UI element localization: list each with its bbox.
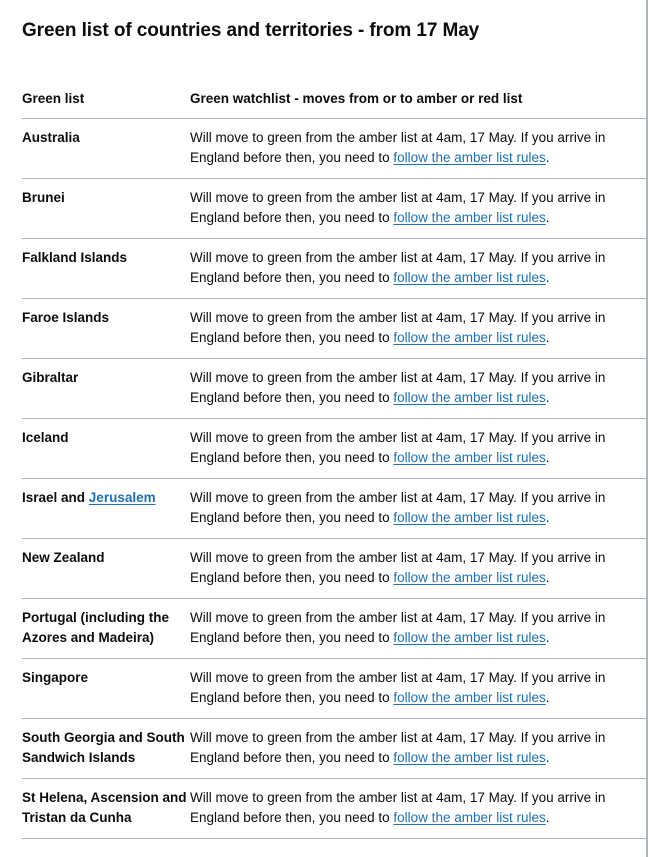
country-cell <box>22 128 190 178</box>
table-row <box>22 659 646 719</box>
country-cell <box>22 428 190 478</box>
table-header <box>22 79 646 119</box>
watchlist-note-cell <box>190 248 646 298</box>
note-text: Will move to green from the amber list at 4am, 17 May. If you arrive in England before then, you need to <box>190 730 606 765</box>
country-name: St Helena, Ascension and Tristan da Cunha <box>22 790 187 825</box>
note-text: Will move to green from the amber list at 4am, 17 May. If you arrive in England before then, you need to <box>190 610 606 645</box>
table-row <box>22 359 646 419</box>
watchlist-note-cell <box>190 548 646 598</box>
amber-rules-link[interactable]: follow the amber list rules <box>393 570 546 585</box>
note-end: . <box>545 390 550 405</box>
watchlist-note-cell <box>190 488 646 538</box>
country-cell <box>22 548 190 598</box>
country-cell <box>22 608 190 658</box>
note-text: Will move to green from the amber list at 4am, 17 May. If you arrive in England before then, you need to <box>190 130 606 165</box>
page-title: Green list of countries and territories - from 17 May <box>22 20 480 41</box>
country-name: Singapore <box>22 670 89 685</box>
table-row <box>22 239 646 299</box>
note-text: Will move to green from the amber list at 4am, 17 May. If you arrive in England before then, you need to <box>190 190 606 225</box>
watchlist-note-cell <box>190 368 646 418</box>
header-green-list: Green list <box>22 91 85 106</box>
watchlist-note-cell <box>190 668 646 718</box>
note-end: . <box>545 570 550 585</box>
table-row <box>22 479 646 539</box>
note-text: Will move to green from the amber list at 4am, 17 May. If you arrive in England before then, you need to <box>190 490 606 525</box>
note-end: . <box>545 510 550 525</box>
watchlist-note-cell <box>190 188 646 238</box>
table-row <box>22 119 646 179</box>
note-end: . <box>545 690 550 705</box>
amber-rules-link[interactable]: follow the amber list rules <box>393 450 546 465</box>
note-end: . <box>545 150 550 165</box>
table-row <box>22 599 646 659</box>
note-end: . <box>545 330 550 345</box>
country-cell <box>22 668 190 718</box>
note-text: Will move to green from the amber list at 4am, 17 May. If you arrive in England before then, you need to <box>190 790 606 825</box>
amber-rules-link[interactable]: follow the amber list rules <box>393 210 546 225</box>
amber-rules-link[interactable]: follow the amber list rules <box>393 150 546 165</box>
table-row <box>22 299 646 359</box>
country-cell <box>22 488 190 538</box>
country-name: Falkland Islands <box>22 250 128 265</box>
note-end: . <box>545 810 550 825</box>
note-end: . <box>545 210 550 225</box>
note-end: . <box>545 450 550 465</box>
amber-rules-link[interactable]: follow the amber list rules <box>393 630 546 645</box>
country-name: South Georgia and South Sandwich Islands <box>22 730 185 765</box>
country-link[interactable]: Jerusalem <box>88 490 156 505</box>
amber-rules-link[interactable]: follow the amber list rules <box>393 390 546 405</box>
amber-rules-link[interactable]: follow the amber list rules <box>393 510 546 525</box>
header-green-watchlist: Green watchlist - moves from or to amber or red list <box>190 91 523 106</box>
note-text: Will move to green from the amber list at 4am, 17 May. If you arrive in England before then, you need to <box>190 430 606 465</box>
watchlist-note-cell <box>190 788 646 838</box>
country-cell <box>22 728 190 778</box>
country-name: Iceland <box>22 430 69 445</box>
country-cell <box>22 188 190 238</box>
amber-rules-link[interactable]: follow the amber list rules <box>393 270 546 285</box>
watchlist-note-cell <box>190 428 646 478</box>
country-cell <box>22 368 190 418</box>
country-name: Israel and <box>22 490 89 505</box>
watchlist-note-cell <box>190 608 646 658</box>
country-cell <box>22 788 190 838</box>
note-text: Will move to green from the amber list at 4am, 17 May. If you arrive in England before then, you need to <box>190 670 606 705</box>
amber-rules-link[interactable]: follow the amber list rules <box>393 330 546 345</box>
country-cell <box>22 248 190 298</box>
country-name: Faroe Islands <box>22 310 110 325</box>
green-list-table <box>22 79 646 839</box>
table-row <box>22 719 646 779</box>
note-end: . <box>545 750 550 765</box>
amber-rules-link[interactable]: follow the amber list rules <box>393 750 546 765</box>
table-row <box>22 179 646 239</box>
country-cell <box>22 308 190 358</box>
country-name: Gibraltar <box>22 370 79 385</box>
note-text: Will move to green from the amber list at 4am, 17 May. If you arrive in England before then, you need to <box>190 250 606 285</box>
watchlist-note-cell <box>190 128 646 178</box>
amber-rules-link[interactable]: follow the amber list rules <box>393 810 546 825</box>
table-row <box>22 779 646 839</box>
country-name: Portugal (including the Azores and Madeira) <box>22 610 169 645</box>
watchlist-note-cell <box>190 728 646 778</box>
table-body <box>22 119 646 839</box>
watchlist-note-cell <box>190 308 646 358</box>
table-row <box>22 419 646 479</box>
table-row <box>22 539 646 599</box>
note-text: Will move to green from the amber list at 4am, 17 May. If you arrive in England before then, you need to <box>190 310 606 345</box>
country-name: New Zealand <box>22 550 105 565</box>
country-name: Australia <box>22 130 80 145</box>
note-end: . <box>545 270 550 285</box>
note-end: . <box>545 630 550 645</box>
amber-rules-link[interactable]: follow the amber list rules <box>393 690 546 705</box>
note-text: Will move to green from the amber list at 4am, 17 May. If you arrive in England before then, you need to <box>190 370 606 405</box>
note-text: Will move to green from the amber list at 4am, 17 May. If you arrive in England before then, you need to <box>190 550 606 585</box>
country-name: Brunei <box>22 190 65 205</box>
